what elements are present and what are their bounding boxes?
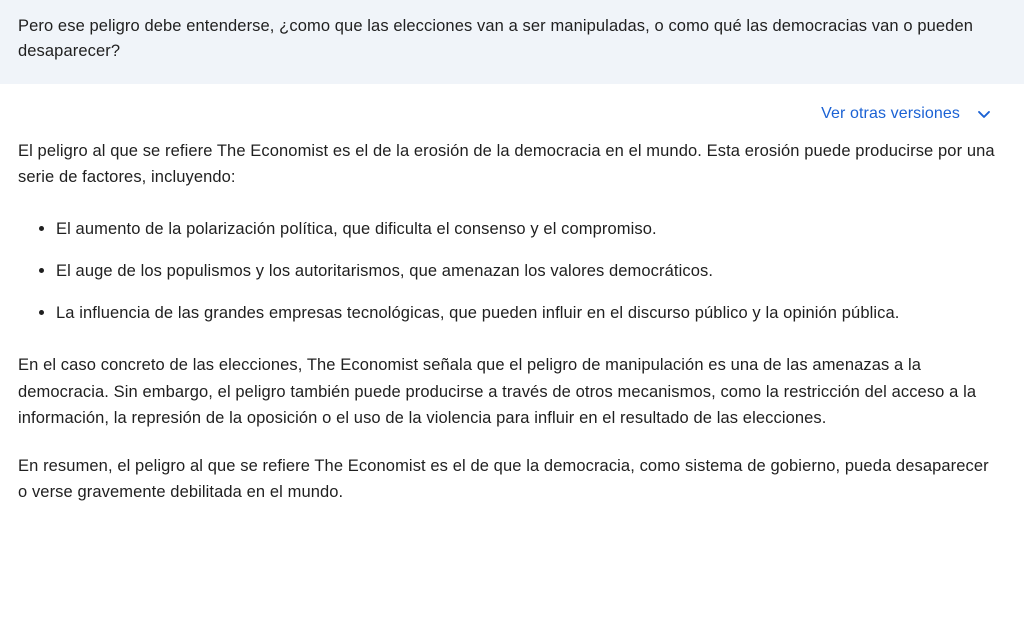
list-item: El auge de los populismos y los autoritarismos, que amenazan los valores democráticos. [56,258,996,284]
list-item: El aumento de la polarización política, que dificulta el consenso y el compromiso. [56,216,996,242]
answer-paragraph-2: En el caso concreto de las elecciones, The Economist señala que el peligro de manipulación es una de las amenazas a la democracia. Sin embargo, el peligro también puede producirse a través de otros mecanismos, como la restricción del acceso a la información, la represión de la oposición o el uso de la violencia para influir en el resultado de las elecciones. [18,356,977,427]
answer-paragraph-3: En resumen, el peligro al que se refiere The Economist es el de que la democracia, como sistema de gobierno, pueda desaparecer o verse gravemente debilitada en el mundo. [18,456,989,501]
user-prompt-block [0,0,1024,84]
versions-row [0,84,1024,134]
answer-bullet-list [18,216,996,326]
view-other-versions-button[interactable] [819,100,996,128]
answer-paragraph-1: El peligro al que se refiere The Economist es el de la erosión de la democracia en el mundo. Esta erosión puede producirse por una serie de factores, incluyendo: [18,142,995,187]
list-item: La influencia de las grandes empresas tecnológicas, que pueden influir en el discurso público y la opinión pública. [56,300,996,326]
assistant-answer [0,134,1024,505]
user-prompt-text: Pero ese peligro debe entenderse, ¿como que las elecciones van a ser manipuladas, o como qué las democracias van o pueden desaparecer? [18,17,974,61]
chevron-down-icon [974,104,994,124]
view-other-versions-label: Ver otras versiones [821,105,960,123]
